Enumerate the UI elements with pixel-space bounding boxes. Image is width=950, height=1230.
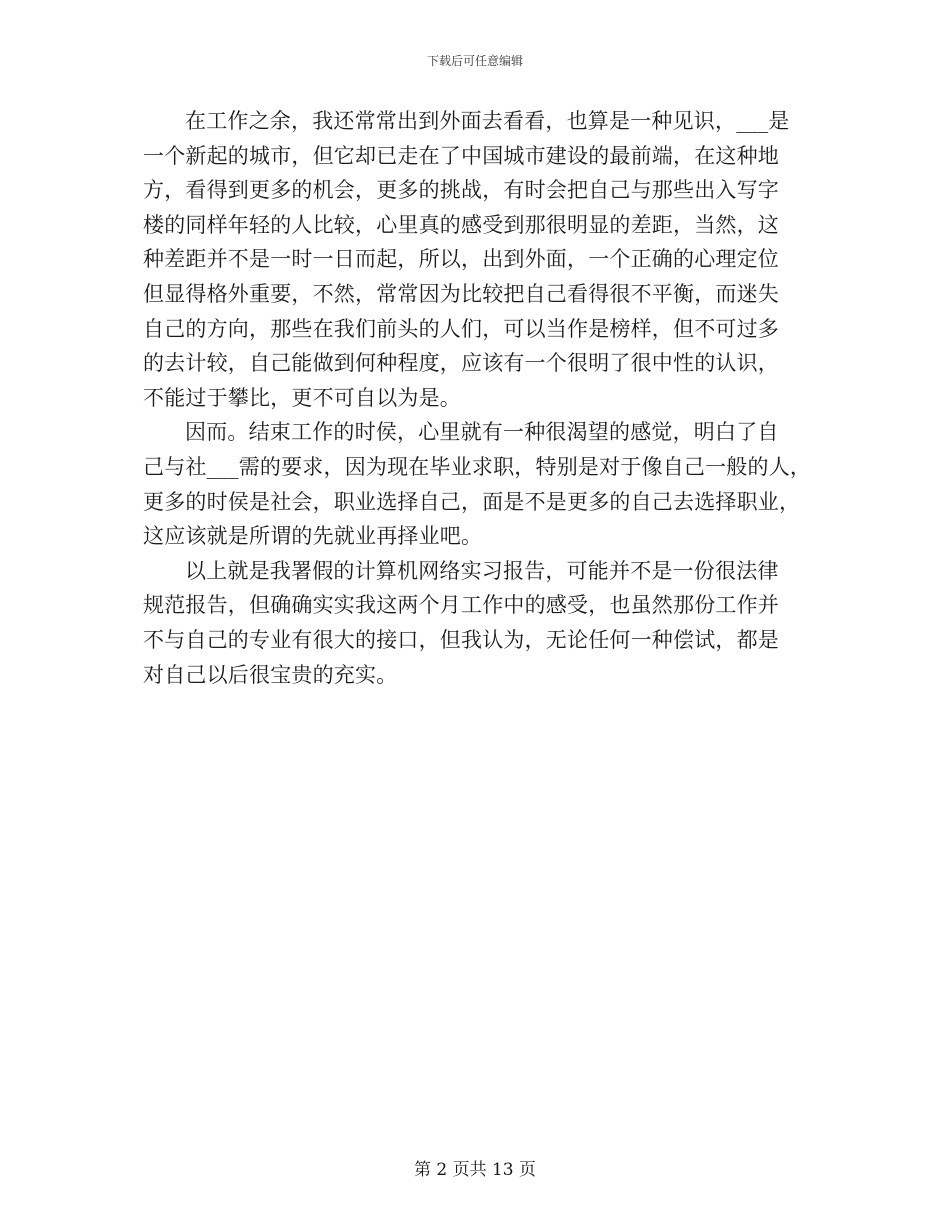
text-line: 自己的方向，那些在我们前头的人们，可以当作是榜样，但不可过多 [143,316,779,341]
text-line: 种差距并不是一时一日而起，所以，出到外面，一个正确的心理定位 [143,247,779,272]
text-line: 己与社___需的要求，因为现在毕业求职，特别是对于像自己一般的人， [143,454,812,479]
text-line: 以上就是我署假的计算机网络实习报告，可能并不是一份很法律 [185,558,779,583]
paragraph [143,104,823,415]
text-line: 的去计较，自己能做到何种程度，应该有一个很明了很中性的认识， [143,351,779,376]
paragraph [143,554,823,692]
page-footer: 第 2 页共 13 页 [413,1160,537,1180]
text-line: 这应该就是所谓的先就业再择业吧。 [143,524,483,549]
text-line: 方，看得到更多的机会，更多的挑战，有时会把自己与那些出入写字 [143,178,779,203]
text-line: 规范报告，但确确实实我这两个月工作中的感受，也虽然那份工作并 [143,593,779,618]
text-line: 但显得格外重要，不然，常常因为比较把自己看得很不平衡，而迷失 [143,281,779,306]
text-line: 一个新起的城市，但它却已走在了中国城市建设的最前端，在这种地 [143,143,779,168]
text-line: 因而。结束工作的时侯，心里就有一种很渴望的感觉，明白了自 [185,420,779,445]
document-body [143,104,823,692]
text-line: 更多的时侯是社会，职业选择自己，面是不是更多的自己去选择职业， [143,489,801,514]
text-line: 不与自己的专业有很大的接口，但我认为，无论任何一种偿试，都是 [143,627,779,652]
text-line: 楼的同样年轻的人比较，心里真的感受到那很明显的差距，当然，这 [143,212,779,237]
text-line: 对自己以后很宝贵的充实。 [143,662,398,687]
text-line: 在工作之余，我还常常出到外面去看看，也算是一种见识，___是 [185,109,790,133]
paragraph [143,415,823,553]
page-header: 下载后可任意编辑 [426,54,523,68]
text-line: 不能过于攀比，更不可自以为是。 [143,385,461,410]
